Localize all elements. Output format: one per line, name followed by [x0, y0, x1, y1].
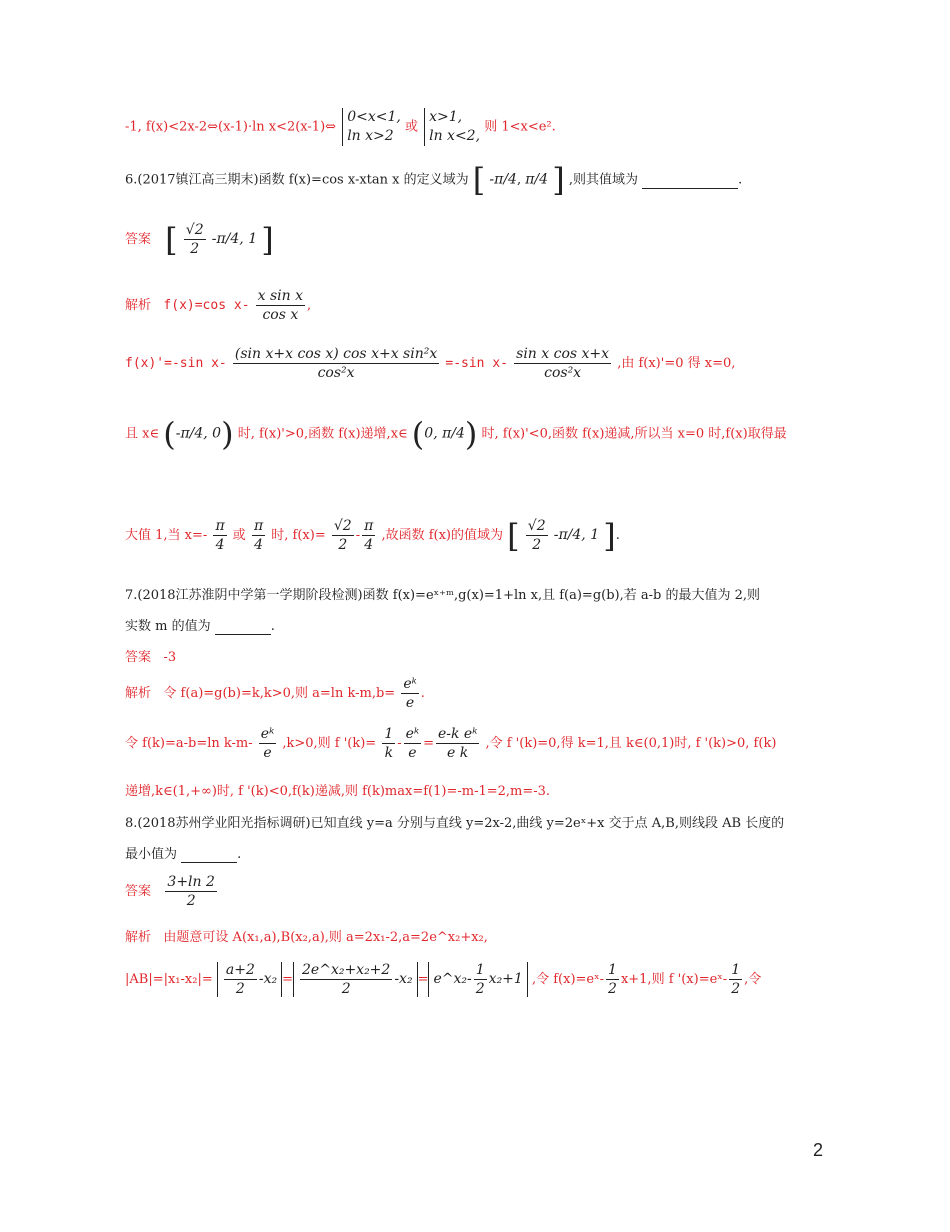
fraction-denominator: 2 — [532, 537, 542, 554]
answer-label: 答案 — [125, 650, 152, 665]
question-7-line-1: 7.(2018江苏淮阴中学第一学期阶段检测)函数 f(x)=eˣ⁺ᵐ,g(x)=1+ln x,且 f(a)=g(b),若 a-b 的最大值为 2,则 — [125, 588, 761, 603]
answer-fraction — [165, 874, 217, 909]
fraction-numerator: eᵏ — [404, 726, 421, 744]
solution-7-line-2: 令 f(k)=a-b=ln k-m- $\frac{\text{eᵏ}}{e}$ ,k>0,则 f '(k)= $\frac{1}{k}$ - $\frac{\text{eᵏ}}{e}$ = $\frac{\text{e-k eᵏ}}{\text{e k}}$ ,令 f '(k)=0,得 k=1,且 k∈(0,1)时, f '(k)>0, f(k) — [125, 726, 777, 762]
range-fraction — [526, 518, 548, 553]
fraction-denominator: cos²x — [544, 365, 582, 382]
system-1-row-2: ln x>2 — [347, 127, 394, 144]
solution-7-line-1 — [125, 676, 425, 711]
max-text-3: ,故函数 f(x)的值域为 — [381, 528, 504, 544]
monotonic-text-3: 时, f(x)'<0,函数 f(x)递减,所以当 x=0 时,f(x)取得最 — [481, 426, 787, 442]
abs-value-1: $\frac{a+2}{2}$ -x₂ — [217, 962, 282, 997]
question-8-line-2 — [125, 843, 241, 863]
system-2-row-1: x>1, — [429, 109, 463, 125]
solution-label: 解析 — [125, 298, 152, 314]
fraction-denominator: e — [408, 745, 417, 762]
let-text: ,令 f(x)=eˣ- — [531, 972, 605, 988]
or-text: 或 — [404, 119, 418, 135]
fraction-numerator: sin x cos x+x — [514, 346, 611, 364]
derivative-mid: =-sin x- — [445, 356, 508, 372]
ek-over-e — [259, 726, 276, 761]
fraction-denominator: e — [263, 745, 272, 762]
fraction-denominator: 4 — [254, 537, 263, 554]
fraction-numerator: π — [213, 518, 226, 536]
solution-fraction — [401, 676, 418, 711]
answer-label: 答案 — [125, 884, 152, 900]
fraction-denominator: cos x — [262, 307, 299, 324]
fraction-denominator: e — [405, 695, 415, 712]
neg-pi-over-4 — [213, 518, 226, 553]
answer-7 — [125, 646, 176, 665]
paren-left: ( — [411, 415, 425, 453]
answer-blank — [215, 619, 271, 635]
question-6-tail: ,则其值域为 — [568, 172, 638, 188]
answer-fraction — [184, 222, 206, 257]
derivative-text-1: 令 f(k)=a-b=ln k-m- — [125, 736, 253, 752]
fraction-denominator: 2 — [186, 893, 196, 910]
bracket-right: ] — [261, 220, 274, 259]
interval-1: -π/4, 0 — [175, 425, 222, 442]
conclusion-text: 则 1<x<e². — [484, 119, 556, 135]
expression-fraction — [300, 962, 392, 997]
bracket-right: ] — [603, 516, 616, 555]
question-7-text: 实数 m 的值为 — [125, 619, 211, 634]
answer-blank — [181, 847, 237, 863]
answer-blank — [642, 173, 738, 189]
monotonic-text-2: 时, f(x)'>0,函数 f(x)递增,x∈ — [237, 426, 408, 442]
fraction-numerator: x sin x — [256, 288, 305, 306]
question-6-end: . — [738, 172, 743, 188]
question-8-end: . — [237, 847, 242, 862]
solution-7-line-3: 递增,k∈(1,+∞)时, f '(k)<0,f(k)递减,则 f(k)max=f(1)=-m-1=2,m=-3. — [125, 784, 551, 799]
derivative-prefix: f(x)'=-sin x- — [125, 356, 227, 372]
fraction-denominator: 2 — [235, 981, 245, 998]
ek-over-e — [404, 726, 421, 761]
solution-fraction — [256, 288, 305, 323]
fraction-numerator: π — [252, 518, 265, 536]
derivative-fraction-1 — [233, 346, 439, 381]
fraction-numerator: (sin x+x cos x) cos x+x sin²x — [233, 346, 439, 364]
solution-continuation-line — [125, 108, 556, 146]
solution-8-line-1 — [125, 926, 488, 945]
question-6: 6.(2017镇江高三期末)函数 f(x)=cos x-xtan x 的定义域为 [ -π/4, π/4 ] ,则其值域为 . — [125, 161, 743, 199]
fraction-numerator: 1 — [474, 962, 487, 980]
fraction-numerator: eᵏ — [401, 676, 418, 694]
bracket-left: [ — [472, 161, 486, 199]
domain-interval-right: π/4 — [525, 171, 549, 188]
bracket-left: [ — [507, 516, 520, 555]
paren-right: ) — [464, 415, 478, 453]
solution-tail: , — [307, 298, 312, 314]
solution-text: f(x)=cos x- — [163, 298, 250, 314]
system-2 — [422, 108, 480, 146]
fraction-denominator: 2 — [338, 537, 348, 554]
derivative-tail: ,由 f(x)'=0 得 x=0, — [617, 356, 736, 372]
solution-8-line-2: |AB|=|x₁-x₂|= $\frac{a+2}{2}$ -x₂ = $\frac{\text{2e\textasciicircum{}x₂+x₂+2}}{2}$ -x₂ = e^x₂- $\frac{1}{2}$ x₂+1 ,令 f(x)=eˣ- $\frac{1}{2}$ x+1,则 f '(x)=eˣ- $\frac{1}{2}$ ,令 — [125, 962, 762, 998]
fraction-numerator: √2 — [332, 518, 354, 536]
linear-term: x₂+1 — [488, 971, 523, 988]
fraction-numerator: e-k eᵏ — [436, 726, 479, 744]
interval-2: 0, π/4 — [424, 425, 465, 442]
solution-label: 解析 — [125, 686, 152, 702]
fraction-numerator: 1 — [729, 962, 742, 980]
solution-6-line-1 — [125, 288, 311, 323]
distance-text: |AB|=|x₁-x₂|= — [125, 972, 213, 988]
fraction-numerator: √2 — [526, 518, 548, 536]
one-half — [474, 962, 487, 997]
solution-6-max: 大值 1,当 x=- $\frac{\pi}{4}$ 或 $\frac{\pi}{4}$ 时, f(x)= $\frac{√2}{2}$ - $\frac{\pi}{4}$ ,故函数 f(x)的值域为 [ $\frac{√2}{2}$ -π/4, 1 ]. — [125, 516, 620, 555]
question-7-line-2 — [125, 615, 275, 635]
one-over-k — [382, 726, 395, 761]
fraction-denominator: 4 — [215, 537, 225, 554]
fraction-numerator: eᵏ — [259, 726, 276, 744]
max-end: . — [615, 528, 620, 544]
abs-value-3 — [428, 962, 527, 997]
fraction-denominator: 4 — [364, 537, 374, 554]
question-7-end: . — [270, 619, 275, 634]
system-1 — [340, 108, 401, 146]
answer-rest: -π/4, 1 — [211, 231, 258, 248]
fraction-numerator: √2 — [184, 222, 206, 240]
derivative-text: x+1,则 f '(x)=eˣ- — [620, 972, 728, 988]
fraction-numerator: 1 — [606, 962, 619, 980]
solution-6-derivative — [125, 346, 735, 381]
max-text-2: 时, f(x)= — [271, 528, 326, 544]
fraction-numerator: a+2 — [224, 962, 257, 980]
solution-6-monotonicity — [125, 415, 787, 453]
solution-label: 解析 — [125, 930, 152, 945]
fraction-denominator: 2 — [731, 981, 741, 998]
paren-right: ) — [221, 415, 234, 453]
fraction-denominator: k — [384, 745, 394, 762]
fraction-denominator: cos²x — [317, 365, 355, 382]
combined-fraction — [436, 726, 479, 761]
bracket-right: ] — [552, 161, 565, 199]
fraction-denominator: 2 — [475, 981, 485, 998]
a-plus-2-fraction — [224, 962, 257, 997]
solution-text: 由题意可设 A(x₁,a),B(x₂,a),则 a=2x₁-2,a=2e^x₂+x₂, — [163, 930, 488, 945]
derivative-text-2: ,k>0,则 f '(k)= — [282, 736, 377, 752]
fraction-denominator: e k — [447, 745, 469, 762]
fraction-denominator: 2 — [190, 241, 200, 258]
fraction-denominator: 2 — [608, 981, 617, 998]
or-text: 或 — [232, 528, 246, 544]
monotonic-text-1: 且 x∈ — [125, 426, 160, 442]
question-6-text: 6.(2017镇江高三期末)函数 f(x)=cos x-xtan x 的定义域为 — [125, 172, 469, 188]
answer-label: 答案 — [125, 232, 152, 248]
pi-over-4 — [362, 518, 375, 553]
bracket-left: [ — [165, 220, 178, 259]
system-1-row-1: 0<x<1, — [347, 109, 401, 125]
question-8-line-1: 8.(2018苏州学业阳光指标调研)已知直线 y=a 分别与直线 y=2x-2,曲线 y=2eˣ+x 交于点 A,B,则线段 AB 长度的 — [125, 816, 785, 831]
exp-term: e^x₂- — [433, 971, 472, 988]
fraction-numerator: π — [362, 518, 375, 536]
answer-value: -3 — [163, 650, 177, 665]
answer-6 — [125, 222, 274, 257]
solution-end: . — [420, 686, 425, 702]
sqrt2-over-2 — [332, 518, 354, 553]
solution-text: 令 f(a)=g(b)=k,k>0,则 a=ln k-m,b= — [163, 686, 396, 702]
derivative-text-3: ,令 f '(k)=0,得 k=1,且 k∈(0,1)时, f '(k)>0, f(k) — [485, 736, 777, 752]
domain-interval-left: -π/4 — [489, 171, 517, 188]
continuation-text: ,令 — [744, 972, 762, 988]
fraction-numerator: 1 — [382, 726, 395, 744]
fraction-numerator: 2e^x₂+x₂+2 — [300, 962, 392, 980]
inequality-text: -1, f(x)<2x-2⇔(x-1)·ln x<2(x-1)⇔ — [125, 119, 337, 135]
abs-value-2: $\frac{\text{2e\textasciicircum{}x₂+x₂+2}}{2}$ -x₂ — [293, 962, 418, 997]
fraction-denominator: 2 — [341, 981, 351, 998]
one-half — [606, 962, 619, 997]
paren-left: ( — [163, 415, 176, 453]
answer-8 — [125, 874, 219, 909]
one-half — [729, 962, 742, 997]
range-rest: -π/4, 1 — [553, 527, 600, 544]
question-8-text: 最小值为 — [125, 847, 178, 862]
fraction-numerator: 3+ln 2 — [165, 874, 217, 892]
derivative-fraction-2 — [514, 346, 611, 381]
max-text-1: 大值 1,当 x=- — [125, 528, 208, 544]
pi-over-4 — [252, 518, 265, 553]
system-2-row-2: ln x<2, — [429, 127, 481, 144]
page-number: 2 — [813, 1140, 824, 1160]
